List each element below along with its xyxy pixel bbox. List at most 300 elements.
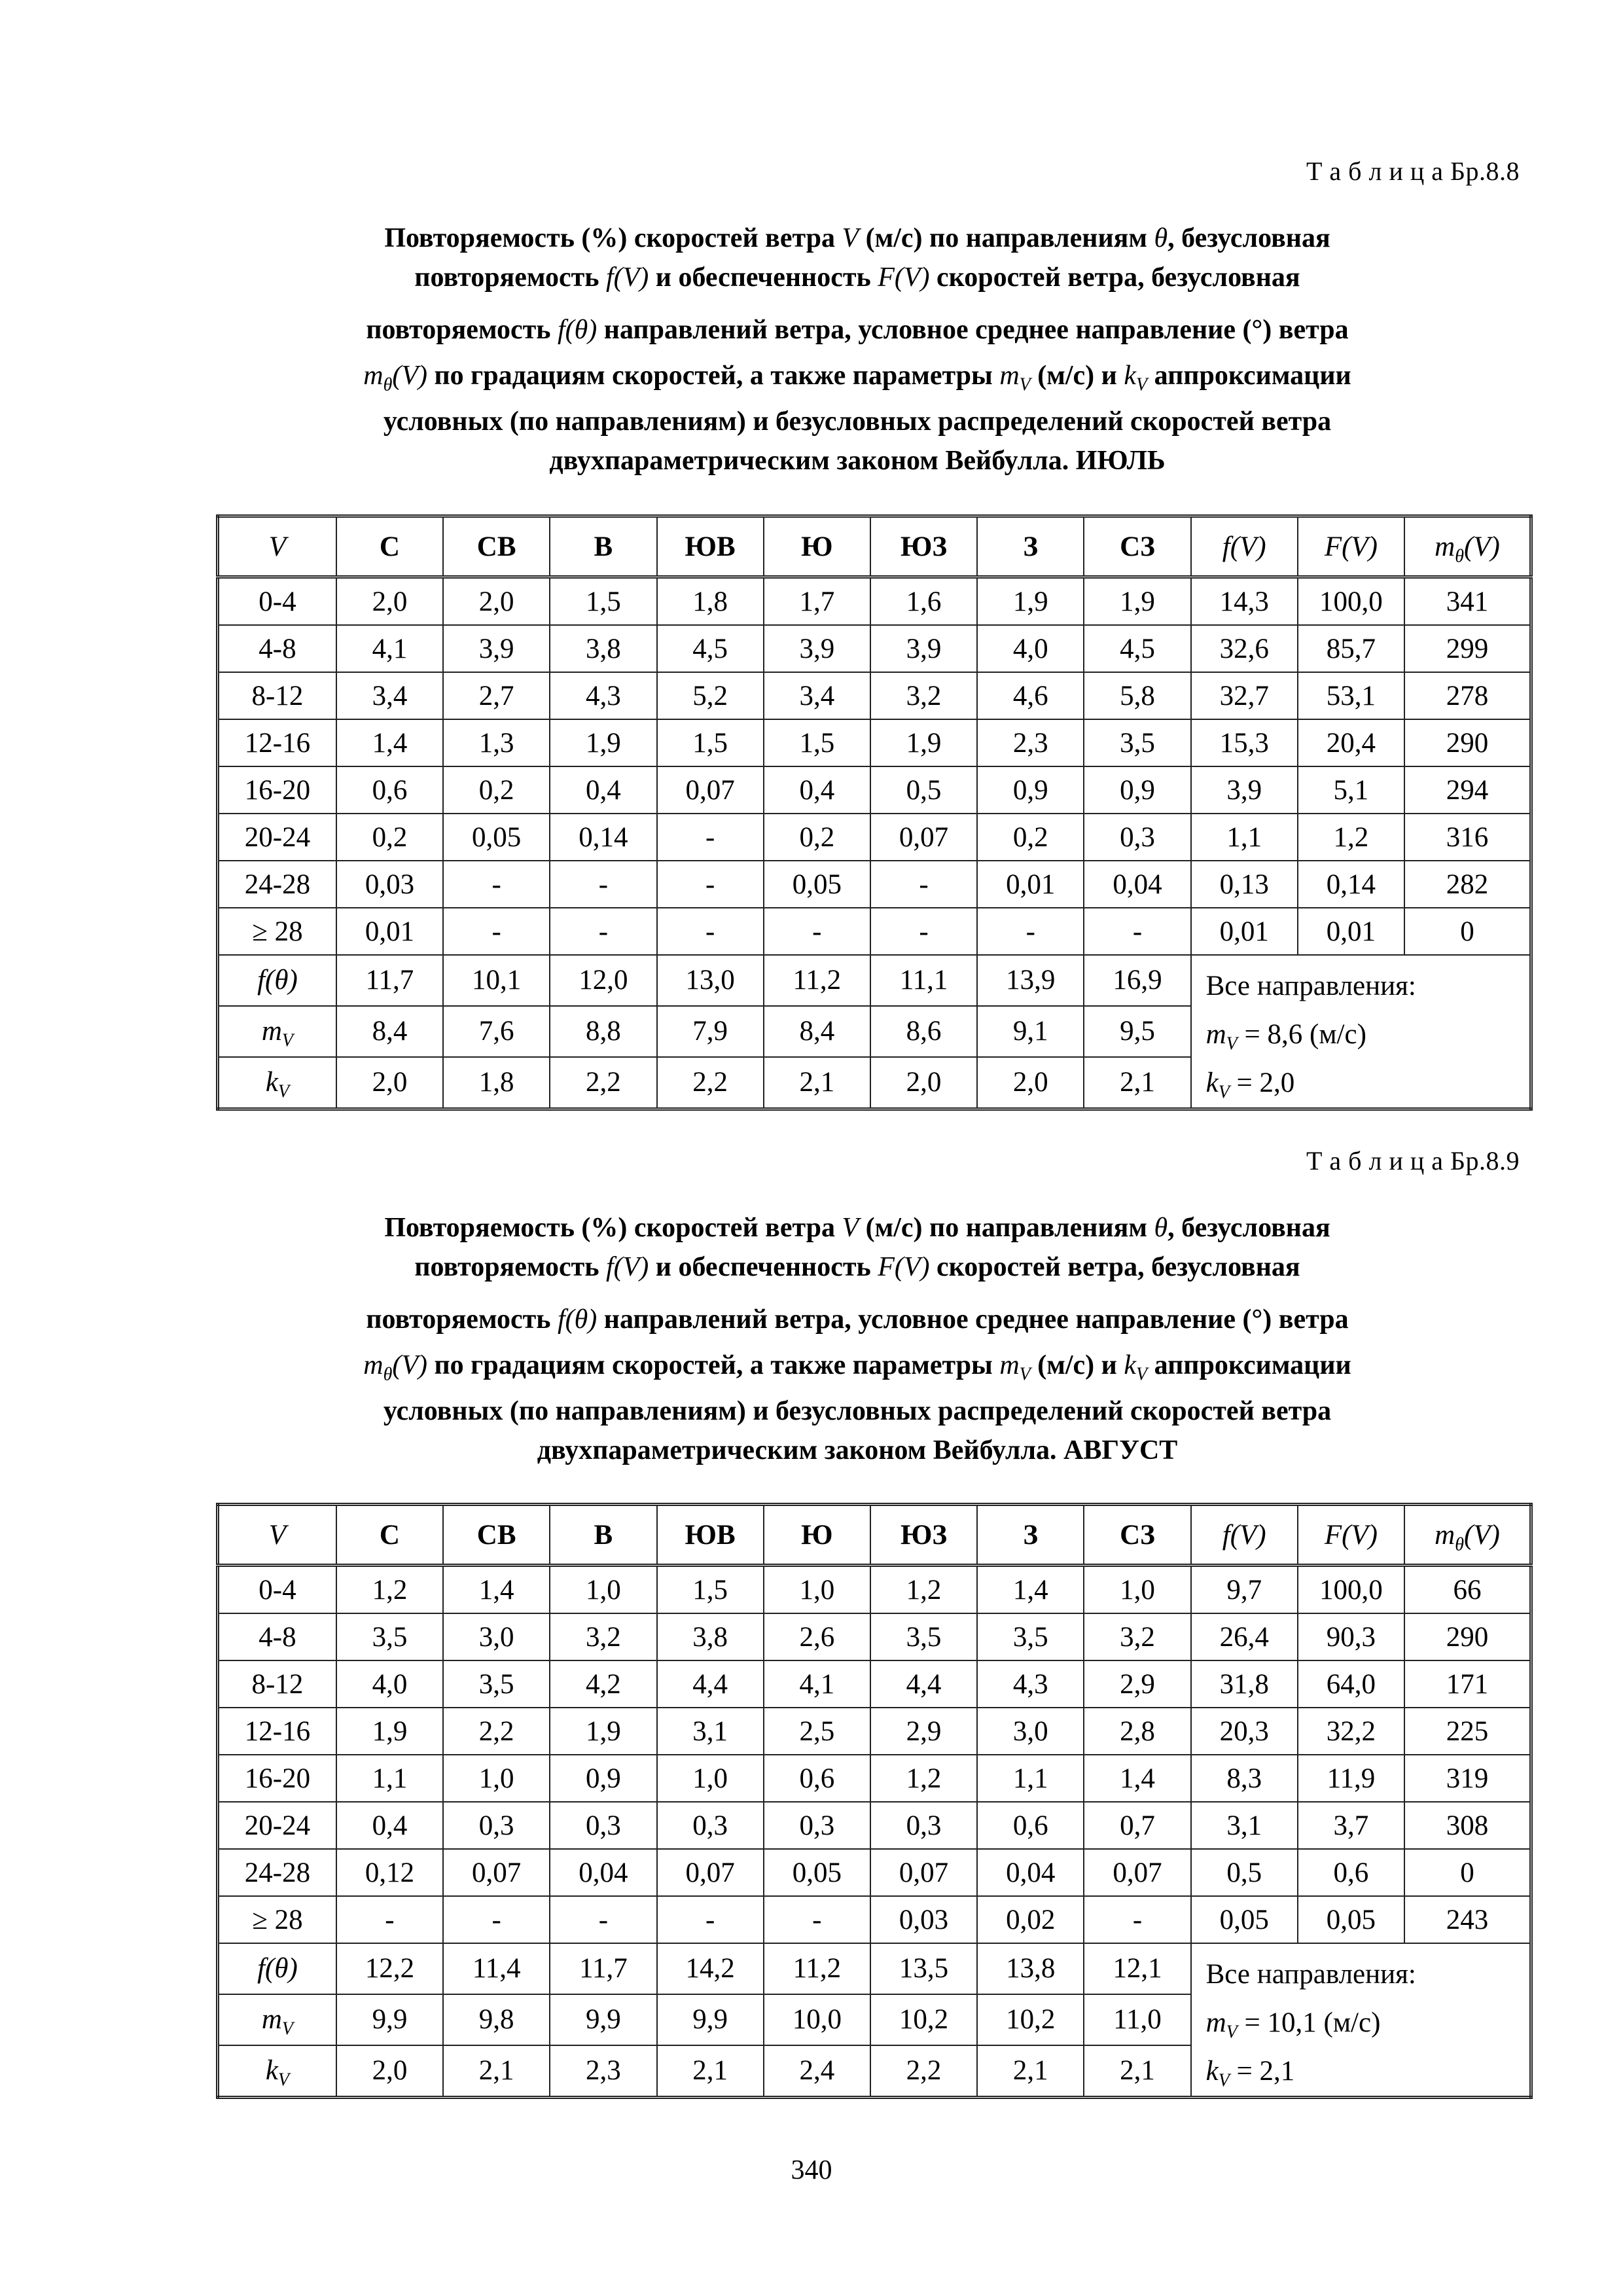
table-cell: 90,3 [1298, 1613, 1404, 1660]
table-cell: 4,0 [977, 625, 1084, 672]
table-cell: 8,4 [764, 1006, 870, 1057]
table-cell: 9,7 [1191, 1566, 1298, 1614]
table-cell: 2,0 [336, 2045, 443, 2098]
table-cell: - [336, 1896, 443, 1943]
table-cell: 0,2 [977, 814, 1084, 861]
table-cell: 100,0 [1298, 1566, 1404, 1614]
table-cell: 2,2 [870, 2045, 977, 2098]
table-cell: 171 [1404, 1660, 1531, 1708]
table-cell: 1,0 [443, 1755, 550, 1802]
table-cell: 8,3 [1191, 1755, 1298, 1802]
header-row [218, 516, 1531, 577]
table-cell: 66 [1404, 1566, 1531, 1614]
table-cell: 32,2 [1298, 1708, 1404, 1755]
page-number: 340 [791, 2155, 832, 2185]
table-cell: 0,03 [870, 1896, 977, 1943]
table-cell: 26,4 [1191, 1613, 1298, 1660]
table-cell: 1,2 [1298, 814, 1404, 861]
table-cell: - [550, 1896, 656, 1943]
row-label-speed: 4-8 [218, 625, 336, 672]
table-cell: 0,05 [1191, 1896, 1298, 1943]
col-header-dir: В [550, 1505, 656, 1566]
table-title: Повторяемость (%) скоростей ветра V (м/с) по направлениям θ, безусловная повторяемость f(V) и обеспеченность F(V) скоростей ветра, безусловная повторяемость f(θ) направлений ветра, условное среднее направление (°) ветра $m_\theta(V)$ по градациям скоростей, а также параметры $m_V$ (м/с) и $k_V$ аппроксимации условных (по направлениям) и безусловных распределений скоростей ветра двухпараметрическим законом Вейбулла. ИЮЛЬ [363, 223, 1351, 476]
table-cell: 0,01 [336, 908, 443, 955]
table-row [218, 1708, 1531, 1755]
table-cell: 11,9 [1298, 1755, 1404, 1802]
col-header-Fv: F(V) [1298, 1505, 1404, 1566]
table-cell: 9,9 [550, 1994, 656, 2045]
table-cell: 1,7 [764, 577, 870, 626]
table-cell: 20,4 [1298, 719, 1404, 766]
col-header-dir: Ю [764, 516, 870, 577]
table-cell: 4,2 [550, 1660, 656, 1708]
table-cell: 308 [1404, 1802, 1531, 1849]
table-cell: 2,2 [550, 1057, 656, 1109]
table-cell: 0,07 [657, 766, 764, 814]
table-cell: 0,5 [870, 766, 977, 814]
row-label-kv: $k_V$ [218, 2045, 336, 2098]
table-cell: 1,8 [657, 577, 764, 626]
table-cell: 11,0 [1084, 1994, 1190, 2045]
row-label-speed: 8-12 [218, 1660, 336, 1708]
table-cell: 3,2 [550, 1613, 656, 1660]
table-cell: 3,5 [336, 1613, 443, 1660]
table-cell: - [657, 908, 764, 955]
table-cell: 0,9 [1084, 766, 1190, 814]
table-cell: 243 [1404, 1896, 1531, 1943]
table-cell: 225 [1404, 1708, 1531, 1755]
row-label-speed: 12-16 [218, 1708, 336, 1755]
col-header-fv: f(V) [1191, 1505, 1298, 1566]
table-cell: 0,3 [443, 1802, 550, 1849]
table-row [218, 719, 1531, 766]
col-header-fv: f(V) [1191, 516, 1298, 577]
table-cell: 3,9 [764, 625, 870, 672]
table-cell: 4,4 [657, 1660, 764, 1708]
table-cell: 3,4 [764, 672, 870, 719]
table-cell: 13,9 [977, 955, 1084, 1006]
row-label-speed: 8-12 [218, 672, 336, 719]
table-cell: 7,6 [443, 1006, 550, 1057]
table-cell: 0,04 [550, 1849, 656, 1896]
table-cell: 10,2 [870, 1994, 977, 2045]
col-header-dir: ЮВ [657, 516, 764, 577]
table-cell: 9,8 [443, 1994, 550, 2045]
col-header-mtheta: $m_\theta(V)$ [1404, 516, 1531, 577]
table-cell: 3,5 [870, 1613, 977, 1660]
row-label-speed: 4-8 [218, 1613, 336, 1660]
table-cell: 1,4 [977, 1566, 1084, 1614]
table-cell: 1,9 [336, 1708, 443, 1755]
col-header-dir: ЮЗ [870, 516, 977, 577]
table-cell: 1,0 [550, 1566, 656, 1614]
table-cell: 2,6 [764, 1613, 870, 1660]
table-cell: 0,03 [336, 861, 443, 908]
table-cell: 2,2 [443, 1708, 550, 1755]
table-cell: 0,6 [1298, 1849, 1404, 1896]
table-cell: 2,0 [336, 1057, 443, 1109]
all-directions-label: Все направления: [1205, 1959, 1416, 1990]
table-cell: 1,1 [1191, 814, 1298, 861]
row-label-speed: 0-4 [218, 577, 336, 626]
table-cell: 11,4 [443, 1943, 550, 1994]
table-cell: 2,8 [1084, 1708, 1190, 1755]
table-cell: 2,3 [550, 2045, 656, 2098]
table-cell: 0,6 [764, 1755, 870, 1802]
table-cell: 1,0 [1084, 1566, 1190, 1614]
table-cell: 2,0 [977, 1057, 1084, 1109]
table-cell: 1,5 [550, 577, 656, 626]
table-cell: 1,2 [870, 1566, 977, 1614]
table-cell: 1,9 [550, 1708, 656, 1755]
table-cell: 4,1 [764, 1660, 870, 1708]
table-cell: 64,0 [1298, 1660, 1404, 1708]
table-cell: 0,2 [336, 814, 443, 861]
table-cell: 0,05 [764, 1849, 870, 1896]
table-cell: 3,1 [1191, 1802, 1298, 1849]
table-cell: 3,4 [336, 672, 443, 719]
all-directions-label: Все направления: [1205, 971, 1416, 1001]
row-label-speed: 20-24 [218, 1802, 336, 1849]
table-cell: 85,7 [1298, 625, 1404, 672]
table-cell: 12,0 [550, 955, 656, 1006]
table-cell: 100,0 [1298, 577, 1404, 626]
table-cell: - [764, 1896, 870, 1943]
table-cell: 3,9 [870, 625, 977, 672]
table-cell: 3,0 [977, 1708, 1084, 1755]
header-row [218, 1505, 1531, 1566]
table-cell: 3,9 [443, 625, 550, 672]
table-cell: 2,3 [977, 719, 1084, 766]
table-cell: 8,4 [336, 1006, 443, 1057]
row-label-speed: 20-24 [218, 814, 336, 861]
row-label-ftheta: f(θ) [218, 955, 336, 1006]
table-cell: 11,1 [870, 955, 977, 1006]
table-cell: 0,12 [336, 1849, 443, 1896]
table-cell: 2,1 [764, 1057, 870, 1109]
table-row [218, 814, 1531, 861]
table-cell: 0,01 [1191, 908, 1298, 955]
table-cell: 0,5 [1191, 1849, 1298, 1896]
table-cell: 5,1 [1298, 766, 1404, 814]
table-cell: 4,3 [977, 1660, 1084, 1708]
table-cell: - [1084, 908, 1190, 955]
table-cell: - [550, 861, 656, 908]
table-row [218, 861, 1531, 908]
table-cell: 4,1 [336, 625, 443, 672]
table-cell: 4,5 [657, 625, 764, 672]
col-header-Fv: F(V) [1298, 516, 1404, 577]
table-cell: 14,3 [1191, 577, 1298, 626]
table-cell: 0 [1404, 1849, 1531, 1896]
table-cell: 0,01 [1298, 908, 1404, 955]
table-cell: 3,8 [550, 625, 656, 672]
table-cell: 1,9 [977, 577, 1084, 626]
table-cell: 1,4 [443, 1566, 550, 1614]
speed-rows [218, 1566, 1531, 1944]
table-cell: 0,14 [550, 814, 656, 861]
table-cell: 0,3 [657, 1802, 764, 1849]
wind-table-july [216, 514, 1533, 1111]
table-cell: 12,1 [1084, 1943, 1190, 1994]
table-cell: 0,05 [1298, 1896, 1404, 1943]
table-cell: 0,3 [550, 1802, 656, 1849]
table-cell: 4,3 [550, 672, 656, 719]
row-label-mv: $m_V$ [218, 1006, 336, 1057]
table-cell: 1,9 [870, 719, 977, 766]
table-cell: - [870, 908, 977, 955]
col-header-dir: ЮВ [657, 1505, 764, 1566]
table-cell: 0,6 [977, 1802, 1084, 1849]
table-cell: 1,6 [870, 577, 977, 626]
table-row [218, 672, 1531, 719]
table-cell: 1,5 [764, 719, 870, 766]
table-cell: - [443, 908, 550, 955]
table-row [218, 1660, 1531, 1708]
wind-table-august [216, 1503, 1533, 2099]
table-cell: 0,3 [764, 1802, 870, 1849]
table-cell: 0,13 [1191, 861, 1298, 908]
table-cell: 0,4 [550, 766, 656, 814]
table-cell: 0,2 [764, 814, 870, 861]
table-cell: 2,0 [336, 577, 443, 626]
table-cell: 1,8 [443, 1057, 550, 1109]
table-cell: 0,9 [977, 766, 1084, 814]
table-cell: 3,8 [657, 1613, 764, 1660]
table-cell: 4,0 [336, 1660, 443, 1708]
table-cell: 1,0 [764, 1566, 870, 1614]
table-cell: 4,4 [870, 1660, 977, 1708]
table-cell: 9,9 [336, 1994, 443, 2045]
table-cell: 0,6 [336, 766, 443, 814]
table-cell: 8,6 [870, 1006, 977, 1057]
table-cell: - [657, 861, 764, 908]
table-cell: 2,0 [443, 577, 550, 626]
row-label-speed: 16-20 [218, 1755, 336, 1802]
table-cell: - [657, 1896, 764, 1943]
f-theta-row [218, 955, 1531, 1006]
table-cell: 294 [1404, 766, 1531, 814]
table-cell: 3,5 [443, 1660, 550, 1708]
table-cell: 0,07 [443, 1849, 550, 1896]
row-label-speed: 24-28 [218, 1849, 336, 1896]
table-row [218, 625, 1531, 672]
col-header-dir: СЗ [1084, 516, 1190, 577]
table-cell: 5,8 [1084, 672, 1190, 719]
table-row [218, 1613, 1531, 1660]
col-header-dir: С [336, 1505, 443, 1566]
table-cell: 0,3 [870, 1802, 977, 1849]
col-header-dir: В [550, 516, 656, 577]
table-cell: 1,5 [657, 1566, 764, 1614]
table-cell: 2,1 [977, 2045, 1084, 2098]
table-cell: 11,7 [336, 955, 443, 1006]
table-cell: 0,04 [1084, 861, 1190, 908]
all-directions-mv: $m_V = 8,6$ (м/с) [1205, 1019, 1366, 1054]
table-cell: 2,1 [1084, 2045, 1190, 2098]
table-cell: 1,4 [336, 719, 443, 766]
row-label-ftheta: f(θ) [218, 1943, 336, 1994]
row-label-speed: ≥ 28 [218, 1896, 336, 1943]
table-cell: 13,0 [657, 955, 764, 1006]
table-cell: 3,9 [1191, 766, 1298, 814]
table-cell: 2,0 [870, 1057, 977, 1109]
table-cell: 0,14 [1298, 861, 1404, 908]
table-row [218, 908, 1531, 955]
table-cell: - [550, 908, 656, 955]
table-cell: 1,1 [336, 1755, 443, 1802]
table-cell: 2,9 [1084, 1660, 1190, 1708]
table-cell: 1,9 [1084, 577, 1190, 626]
table-cell: 0,04 [977, 1849, 1084, 1896]
table-cell: 2,1 [1084, 1057, 1190, 1109]
col-header-dir: С [336, 516, 443, 577]
all-directions-kv: $k_V = 2,1$ [1205, 2056, 1295, 2091]
col-header-dir: ЮЗ [870, 1505, 977, 1566]
table-cell: 290 [1404, 1613, 1531, 1660]
table-cell: 13,5 [870, 1943, 977, 1994]
table-cell: 3,7 [1298, 1802, 1404, 1849]
row-label-speed: 16-20 [218, 766, 336, 814]
table-cell: 0,9 [550, 1755, 656, 1802]
table-cell: 0,4 [336, 1802, 443, 1849]
table-cell: 2,4 [764, 2045, 870, 2098]
table-cell: 1,9 [550, 719, 656, 766]
table-cell: 3,2 [1084, 1613, 1190, 1660]
table-cell: 3,5 [1084, 719, 1190, 766]
table-row [218, 1566, 1531, 1614]
table-cell: 3,5 [977, 1613, 1084, 1660]
table-cell: 0,7 [1084, 1802, 1190, 1849]
table-cell: 13,8 [977, 1943, 1084, 1994]
f-theta-row [218, 1943, 1531, 1994]
table-cell: 0,2 [443, 766, 550, 814]
table-cell: - [1084, 1896, 1190, 1943]
table-cell: 0,3 [1084, 814, 1190, 861]
table-cell: 290 [1404, 719, 1531, 766]
all-directions-mv: $m_V = 10,1$ (м/с) [1205, 2007, 1381, 2043]
table-tag: Т а б л и ц а Бр.8.9 [1306, 1146, 1520, 1175]
table-cell: 1,3 [443, 719, 550, 766]
table-cell: 0,01 [977, 861, 1084, 908]
table-row [218, 1896, 1531, 1943]
row-label-speed: 12-16 [218, 719, 336, 766]
table-cell: 1,1 [977, 1755, 1084, 1802]
table-cell: 15,3 [1191, 719, 1298, 766]
table-cell: - [657, 814, 764, 861]
table-cell: 10,1 [443, 955, 550, 1006]
row-label-speed: 0-4 [218, 1566, 336, 1614]
col-header-mtheta: $m_\theta(V)$ [1404, 1505, 1531, 1566]
table-cell: 9,9 [657, 1994, 764, 2045]
table-cell: 20,3 [1191, 1708, 1298, 1755]
table-cell: 341 [1404, 577, 1531, 626]
table-cell: 282 [1404, 861, 1531, 908]
table-cell: 9,5 [1084, 1006, 1190, 1057]
table-cell: 10,2 [977, 1994, 1084, 2045]
table-row [218, 1802, 1531, 1849]
table-cell: 1,2 [870, 1755, 977, 1802]
table-cell: 1,4 [1084, 1755, 1190, 1802]
table-cell: 316 [1404, 814, 1531, 861]
table-cell: 12,2 [336, 1943, 443, 1994]
table-cell: - [443, 1896, 550, 1943]
table-row [218, 766, 1531, 814]
table-cell: 0 [1404, 908, 1531, 955]
table-cell: 2,2 [657, 1057, 764, 1109]
row-label-kv: $k_V$ [218, 1057, 336, 1109]
table-cell: 0,4 [764, 766, 870, 814]
table-cell: 4,5 [1084, 625, 1190, 672]
table-cell: 0,07 [870, 814, 977, 861]
table-cell: 8,8 [550, 1006, 656, 1057]
table-cell: 32,7 [1191, 672, 1298, 719]
table-cell: 16,9 [1084, 955, 1190, 1006]
table-cell: 11,7 [550, 1943, 656, 1994]
table-row [218, 1849, 1531, 1896]
col-header-dir: З [977, 1505, 1084, 1566]
all-directions-kv: $k_V = 2,0$ [1205, 1067, 1295, 1103]
table-cell: 53,1 [1298, 672, 1404, 719]
table-cell: 299 [1404, 625, 1531, 672]
table-cell: 278 [1404, 672, 1531, 719]
col-header-v: V [218, 1505, 336, 1566]
table-row [218, 1755, 1531, 1802]
table-cell: - [764, 908, 870, 955]
table-title: Повторяемость (%) скоростей ветра V (м/с) по направлениям θ, безусловная повторяемость f(V) и обеспеченность F(V) скоростей ветра, безусловная повторяемость f(θ) направлений ветра, условное среднее направление (°) ветра $m_\theta(V)$ по градациям скоростей, а также параметры $m_V$ (м/с) и $k_V$ аппроксимации условных (по направлениям) и безусловных распределений скоростей ветра двухпараметрическим законом Вейбулла. АВГУСТ [363, 1213, 1351, 1465]
table-cell: 2,1 [443, 2045, 550, 2098]
table-cell: 1,0 [657, 1755, 764, 1802]
table-cell: 1,2 [336, 1566, 443, 1614]
table-cell: 3,2 [870, 672, 977, 719]
col-header-dir: З [977, 516, 1084, 577]
table-cell: 2,7 [443, 672, 550, 719]
table-cell: 3,1 [657, 1708, 764, 1755]
row-label-speed: 24-28 [218, 861, 336, 908]
table-cell: 4,6 [977, 672, 1084, 719]
table-cell: 0,07 [657, 1849, 764, 1896]
row-label-speed: ≥ 28 [218, 908, 336, 955]
table-cell: 5,2 [657, 672, 764, 719]
table-cell: 7,9 [657, 1006, 764, 1057]
table-cell: 9,1 [977, 1006, 1084, 1057]
table-cell: 1,5 [657, 719, 764, 766]
table-cell: - [870, 861, 977, 908]
row-label-mv: $m_V$ [218, 1994, 336, 2045]
all-directions-summary [1191, 1943, 1531, 2098]
col-header-dir: СЗ [1084, 1505, 1190, 1566]
table-cell: 31,8 [1191, 1660, 1298, 1708]
table-cell: 2,5 [764, 1708, 870, 1755]
table-row [218, 577, 1531, 626]
table-cell: 0,05 [764, 861, 870, 908]
table-cell: 11,2 [764, 1943, 870, 1994]
speed-rows [218, 577, 1531, 956]
table-cell: 0,05 [443, 814, 550, 861]
table-tag: Т а б л и ц а Бр.8.8 [1306, 156, 1520, 186]
table-cell: 3,0 [443, 1613, 550, 1660]
col-header-dir: СВ [443, 1505, 550, 1566]
all-directions-summary [1191, 955, 1531, 1109]
table-cell: 0,07 [1084, 1849, 1190, 1896]
table-cell: 319 [1404, 1755, 1531, 1802]
table-cell: 0,07 [870, 1849, 977, 1896]
table-cell: 2,1 [657, 2045, 764, 2098]
table-cell: - [977, 908, 1084, 955]
table-cell: 32,6 [1191, 625, 1298, 672]
table-cell: - [443, 861, 550, 908]
table-cell: 10,0 [764, 1994, 870, 2045]
